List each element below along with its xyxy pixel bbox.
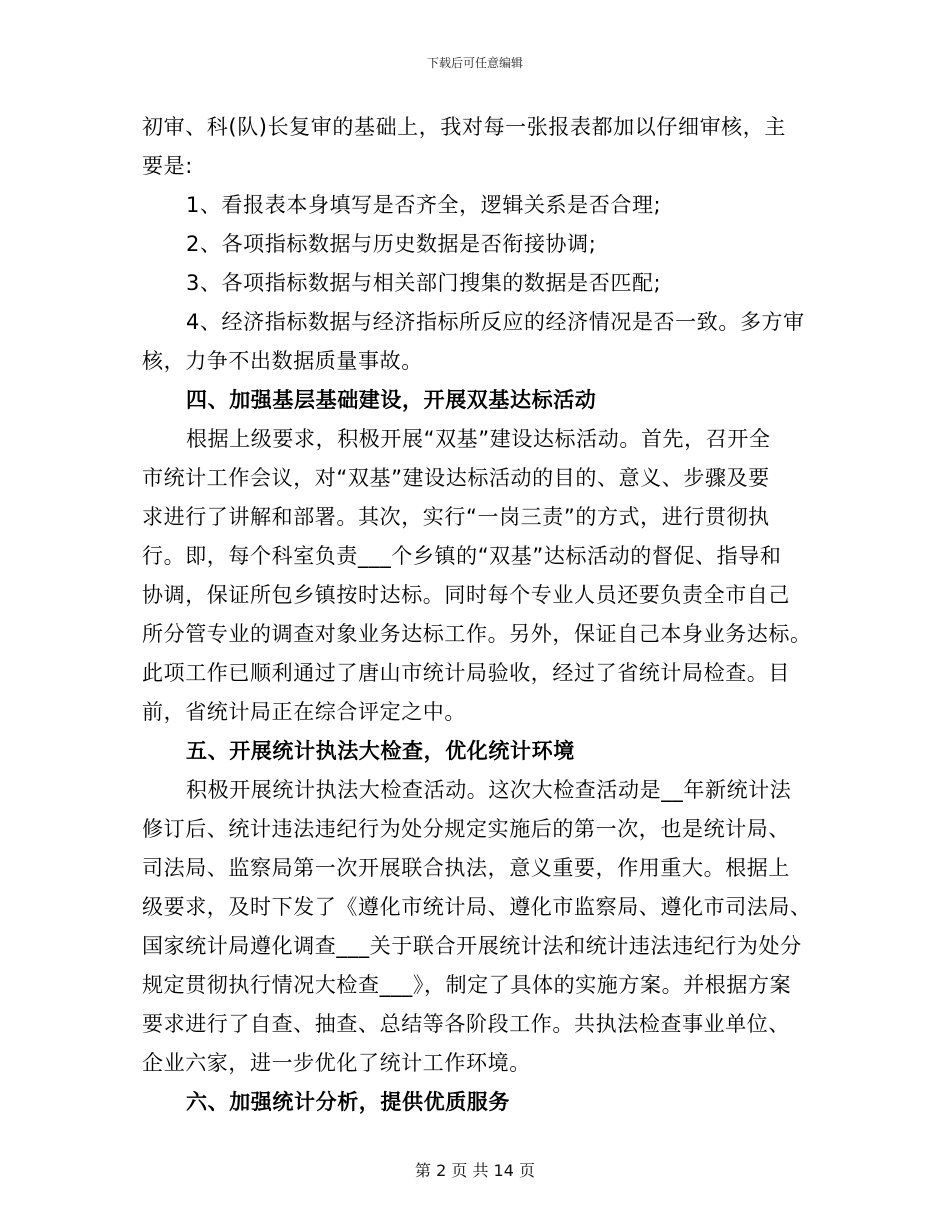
body-line: 要求进行了自查、抽查、总结等各阶段工作。共执法检查事业单位、: [142, 1012, 790, 1036]
section-heading: 四、加强基层基础建设，开展双基达标活动: [186, 388, 597, 412]
document-body: [142, 108, 812, 1122]
body-line: 规定贯彻执行情况大检查___》，制定了具体的实施方案。并根据方案: [142, 973, 792, 997]
page-header-note: 下载后可任意编辑: [426, 56, 523, 70]
section-heading: 五、开展统计执法大检查，优化统计环境: [186, 739, 575, 763]
list-item: 1、看报表本身填写是否齐全，逻辑关系是否合理;: [186, 193, 662, 217]
list-item: 2、各项指标数据与历史数据是否衔接协调;: [186, 232, 597, 256]
page-number: 第 2 页 共 14 页: [415, 1161, 535, 1180]
body-line: 协调，保证所包乡镇按时达标。同时每个专业人员还要负责全市自己: [142, 583, 790, 607]
body-line: 初审、科(队)长复审的基础上，我对每一张报表都加以仔细审核，主: [142, 115, 786, 139]
body-line: 所分管专业的调查对象业务达标工作。另外，保证自己本身业务达标。: [142, 622, 812, 646]
body-line: 核，力争不出数据质量事故。: [142, 349, 423, 373]
body-line: 此项工作已顺利通过了唐山市统计局验收，经过了省统计局检查。目: [142, 661, 790, 685]
body-line: 修订后、统计违法违纪行为处分规定实施后的第一次，也是统计局、: [142, 817, 790, 841]
body-line: 司法局、监察局第一次开展联合执法，意义重要，作用重大。根据上: [142, 856, 790, 880]
paragraph-start: 积极开展统计执法大检查活动。这次大检查活动是__年新统计法: [186, 778, 792, 802]
body-line: 要是:: [142, 154, 193, 178]
list-item: 3、各项指标数据与相关部门搜集的数据是否匹配;: [186, 271, 662, 295]
section-heading: 六、加强统计分析，提供优质服务: [186, 1090, 510, 1114]
body-line: 级要求，及时下发了《遵化市统计局、遵化市监察局、遵化市司法局、: [142, 895, 812, 919]
body-line: 市统计工作会议，对“双基”建设达标活动的目的、意义、步骤及要: [142, 466, 770, 490]
list-item: 4、经济指标数据与经济指标所反应的经济情况是否一致。多方审: [186, 310, 805, 334]
body-line: 求进行了讲解和部署。其次，实行“一岗三责”的方式，进行贯彻执: [142, 505, 770, 529]
body-line: 前，省统计局正在综合评定之中。: [142, 700, 466, 724]
paragraph-start: 根据上级要求，积极开展“双基”建设达标活动。首先，召开全: [186, 427, 771, 451]
body-line: 国家统计局遵化调查___关于联合开展统计法和统计违法违纪行为处分: [142, 934, 802, 958]
body-line: 行。即，每个科室负责___个乡镇的“双基”达标活动的督促、指导和: [142, 544, 782, 568]
body-line: 企业六家，进一步优化了统计工作环境。: [142, 1051, 531, 1075]
